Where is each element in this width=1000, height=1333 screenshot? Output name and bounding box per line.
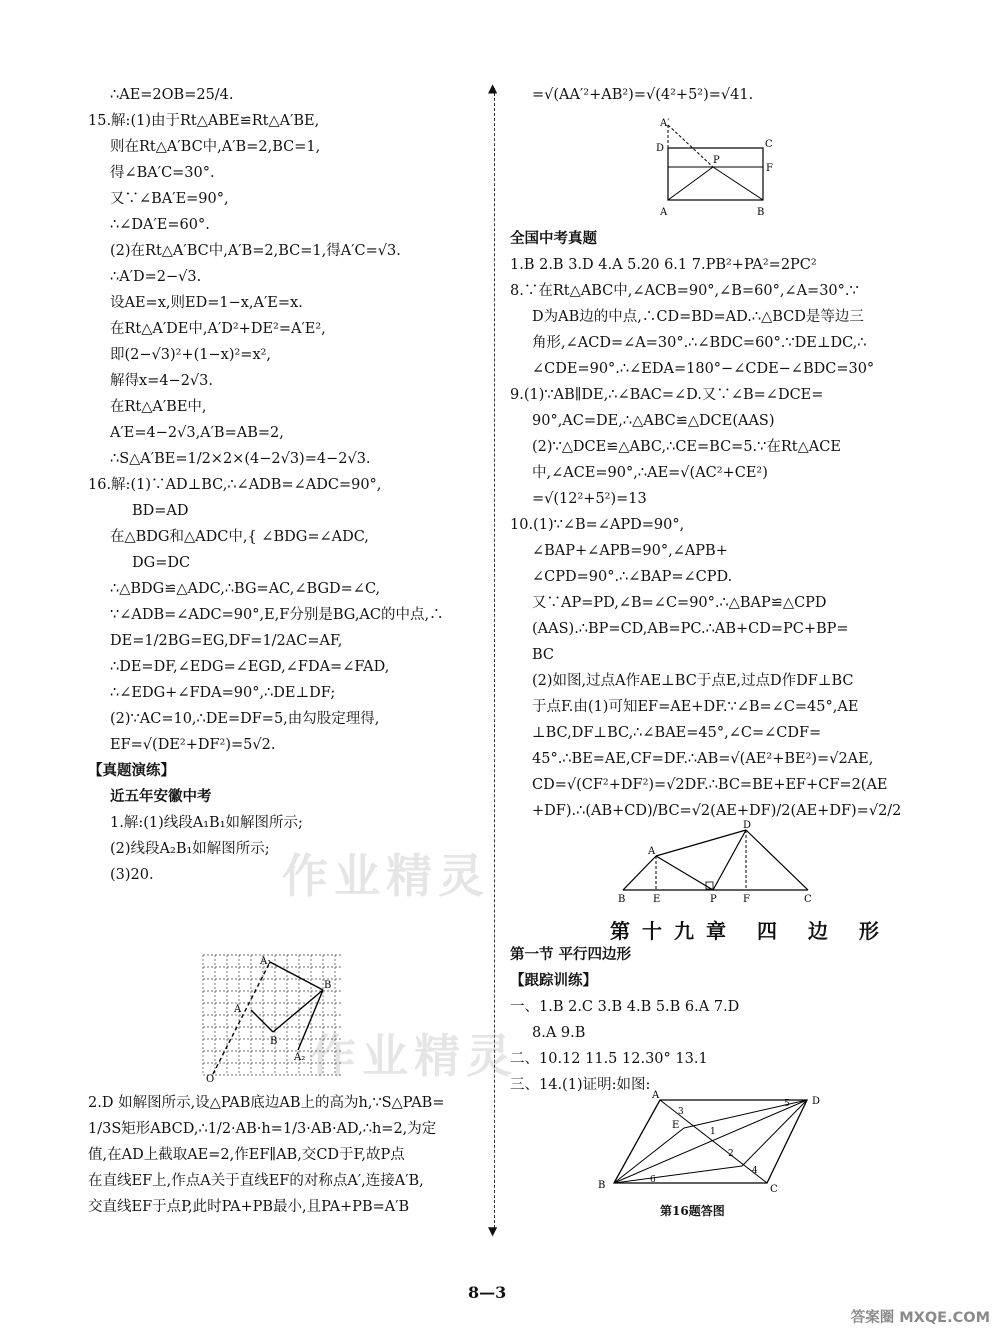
text-line: ∴S△A′BE=1/2×2×(4−2√3)=4−2√3.: [110, 451, 371, 467]
text-line: ∠CDE=90°.∴∠EDA=180°−∠CDE−∠BDC=30°: [532, 361, 875, 377]
grid-label-b1: B: [324, 980, 332, 991]
text-line: (2)∵AC=10,∴DE=DF=5,由勾股定理得,: [110, 711, 380, 727]
text-line: (2)如图,过点A作AE⊥BC于点E,过点D作DF⊥BC: [532, 673, 854, 689]
trap-label-a: A: [648, 846, 656, 857]
text-line: ∵∠ADB=∠ADC=90°,E,F分别是BG,AC的中点,∴: [110, 607, 444, 623]
watermark: 作业精灵: [282, 849, 490, 903]
text-line: 1.B 2.B 3.D 4.A 5.20 6.1 7.PB²+PA²=2PC²: [510, 257, 817, 273]
text-line: 1.解:(1)线段A₁B₁如解图所示;: [110, 815, 303, 831]
trap-label-p: P: [710, 894, 717, 903]
text-line: 又∵∠BA′E=90°,: [110, 191, 229, 207]
text-line: =√(AA′²+AB²)=√(4²+5²)=√41.: [532, 87, 754, 103]
text-line: 三、14.(1)证明:如图:: [510, 1077, 651, 1093]
trap-label-d: D: [743, 820, 752, 831]
text-line: 在△BDG和△ADC中,{ ∠BDG=∠ADC,: [110, 529, 369, 545]
text-line: 交直线EF于点P,此时PA+PB最小,且PA+PB=A′B: [88, 1199, 410, 1215]
text-line: DG=DC: [132, 555, 191, 571]
para-angle-2: 2: [728, 1149, 734, 1159]
text-line: BC: [532, 647, 555, 663]
rect-label-p: P: [713, 155, 720, 166]
text-line: 2.D 如解图所示,设△PAB底边AB上的高为h,∵S△PAB=: [88, 1095, 445, 1111]
text-line: A′E=4−2√3,A′B=AB=2,: [110, 425, 284, 441]
grid-label-o: O: [206, 1074, 215, 1085]
para-label-a: A: [652, 1090, 660, 1101]
text-line: 又∵AP=PD,∠B=∠C=90°.∴△BAP≌△CPD: [532, 595, 827, 611]
text-line: 15.解:(1)由于Rt△ABE≌Rt△A′BE,: [88, 113, 320, 129]
text-line: ∴DE=DF,∠EDG=∠EGD,∠FDA=∠FAD,: [110, 659, 390, 675]
para-label-d: D: [812, 1096, 821, 1107]
text-line: 10.(1)∵∠B=∠APD=90°,: [510, 517, 685, 533]
para-label-b: B: [598, 1180, 606, 1191]
text-line: 于点F.由(1)可知EF=AE+DF.∵∠B=∠C=45°,AE: [532, 699, 859, 715]
text-line: 9.(1)∵AB∥DE,∴∠BAC=∠D.又∵∠B=∠DCE=: [510, 387, 824, 403]
text-line: 一、1.B 2.C 3.B 4.B 5.B 6.A 7.D: [510, 999, 740, 1015]
section-block: [510, 942, 925, 1098]
parallelogram-figure: [592, 1088, 832, 1198]
text-line: 【真题演练】: [88, 763, 175, 779]
para-angle-4: 4: [752, 1166, 758, 1176]
site-logo: 答案圈 MXQE.COM: [850, 1310, 990, 1326]
para-angle-5: 5: [784, 1099, 790, 1109]
text-line: EF=√(DE²+DF²)=5√2.: [110, 737, 276, 753]
chapter-title: 第十九章 四 边 形: [610, 919, 891, 943]
text-line: 1/3S矩形ABCD,∴1/2·AB·h=1/3·AB·AD,∴h=2,为定: [88, 1121, 437, 1137]
text-line: ∴AE=2OB=25/4.: [110, 87, 234, 103]
grid-label-a2: A₂: [294, 1052, 306, 1063]
text-line: ⊥BC,DF⊥BC,∴∠BAE=45°,∠C=∠CDF=: [532, 725, 822, 741]
left-bottom-text: [88, 1090, 483, 1220]
text-line: ∴∠DA′E=60°.: [110, 217, 210, 233]
text-line: ∴△BDG≌△ADC,∴BG=AC,∠BGD=∠C,: [110, 581, 381, 597]
text-line: ∴A′D=2−√3.: [110, 269, 202, 285]
text-line: 8.A 9.B: [532, 1025, 586, 1041]
trap-label-b: B: [618, 894, 626, 903]
text-line: ∴∠EDG+∠FDA=90°,∴DE⊥DF;: [110, 685, 336, 701]
rect-label-a-prime: A′: [660, 118, 670, 129]
trapezoid-figure: [618, 818, 813, 903]
text-line: 中,∠ACE=90°,∴AE=√(AC²+CE²): [532, 465, 768, 481]
para-angle-6: 6: [650, 1175, 656, 1185]
text-line: 即(2−√3)²+(1−x)²=x²,: [110, 347, 272, 363]
text-line: 角形,∠ACD=∠A=30°.∴∠BDC=60°.∵DE⊥DC,∴: [532, 335, 867, 351]
grid-label-a: A: [234, 1004, 242, 1015]
text-line: 在Rt△A′BE中,: [110, 399, 207, 415]
text-line: 得∠BA′C=30°.: [110, 165, 215, 181]
grid-label-a1: A₁: [260, 956, 272, 967]
left-column: [88, 82, 483, 888]
text-line: 在Rt△A′DE中,A′D²+DE²=A′E²,: [110, 321, 326, 337]
text-line: =√(12²+5²)=13: [532, 491, 647, 507]
para-label-c: C: [770, 1184, 778, 1195]
text-line: (2)线段A₂B₁如解图所示;: [110, 841, 270, 857]
text-line: (2)∵△DCE≌△ABC,∴CE=BC=5.∵在Rt△ACE: [532, 439, 841, 455]
column-divider: [494, 88, 495, 1228]
divider-arrow: ▼: [488, 1224, 498, 1238]
trap-label-f: F: [743, 894, 750, 903]
text-line: (AAS).∴BP=CD,AB=PC.∴AB+CD=PC+BP=: [532, 621, 849, 637]
watermark: 作业精灵: [310, 1029, 518, 1083]
rect-label-f: F: [766, 163, 773, 174]
text-line: 8.∵在Rt△ABC中,∠ACB=90°,∠B=60°,∠A=30°.∵: [510, 283, 859, 299]
page-number: 8—3: [468, 1283, 507, 1302]
text-line: 在直线EF上,作点A关于直线EF的对称点A′,连接A′B,: [88, 1173, 424, 1189]
text-line: 解得x=4−2√3.: [110, 373, 214, 389]
text-line: ∠BAP+∠APB=90°,∠APB+: [532, 543, 728, 559]
text-line: 全国中考真题: [510, 231, 597, 247]
trap-label-c: C: [804, 894, 812, 903]
trap-label-e: E: [653, 894, 661, 903]
text-line: ∠CPD=90°.∴∠BAP=∠CPD.: [532, 569, 733, 585]
text-line: 90°,AC=DE,∴△ABC≌△DCE(AAS): [532, 413, 775, 429]
para-label-e: E: [672, 1120, 680, 1131]
right-column-mid: [510, 226, 925, 824]
text-line: +DF).∴(AB+CD)/BC=√2(AE+DF)/2(AE+DF)=√2/2: [532, 803, 902, 819]
text-line: 45°.∴BE=AE,CF=DF.∴AB=√(AE²+BE²)=√2AE,: [532, 751, 874, 767]
rectangle-figure: [650, 115, 780, 220]
grid-figure: [198, 950, 348, 1085]
right-column-top: [510, 82, 925, 108]
text-line: BD=AD: [132, 503, 189, 519]
text-line: D为AB边的中点,∴CD=BD=AD.∴△BCD是等边三: [532, 309, 864, 325]
text-line: (3)20.: [110, 867, 154, 883]
para-angle-1: 1: [710, 1127, 716, 1137]
divider-arrow: ▲: [488, 81, 498, 95]
text-line: 16.解:(1)∵AD⊥BC,∴∠ADB=∠ADC=90°,: [88, 477, 382, 493]
text-line: CD=√(CF²+DF²)=√2DF.∴BC=BE+EF+CF=2(AE: [532, 777, 888, 793]
text-line: 【跟踪训练】: [510, 973, 597, 989]
text-line: DE=1/2BG=EG,DF=1/2AC=AF,: [110, 633, 343, 649]
rect-label-c: C: [765, 139, 773, 150]
text-line: 设AE=x,则ED=1−x,A′E=x.: [110, 295, 303, 311]
text-line: 二、10.12 11.5 12.30° 13.1: [510, 1051, 708, 1067]
text-line: 则在Rt△A′BC中,A′B=2,BC=1,: [110, 139, 321, 155]
rect-label-b: B: [757, 207, 765, 218]
rect-label-d: D: [656, 143, 665, 154]
grid-label-b: B: [270, 1036, 278, 1047]
text-line: (2)在Rt△A′BC中,A′B=2,BC=1,得A′C=√3.: [110, 243, 401, 259]
figure-caption: 第16题答图: [660, 1204, 725, 1218]
para-angle-3: 3: [678, 1107, 684, 1117]
text-line: 第一节 平行四边形: [510, 947, 632, 963]
text-line: 值,在AD上截取AE=2,作EF∥AB,交CD于F,故P点: [88, 1147, 405, 1163]
rect-label-a: A: [660, 207, 668, 218]
text-line: 近五年安徽中考: [110, 789, 212, 805]
